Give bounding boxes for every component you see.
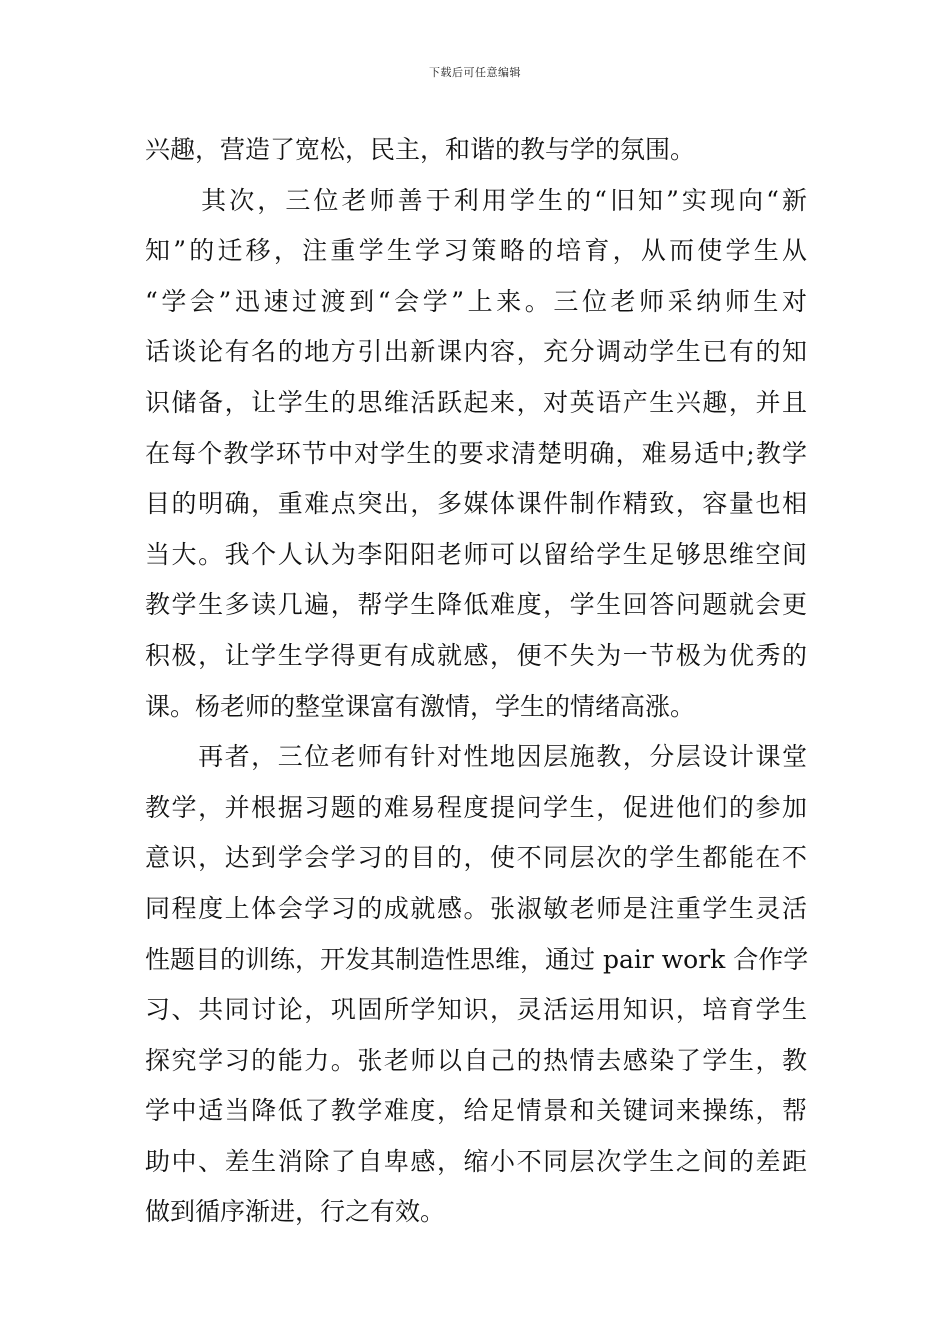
text-line: 学中适当降低了教学难度，给足情景和关键词来操练，帮 — [145, 1096, 807, 1126]
text-line: “学会”迅速过渡到“会学”上来。三位老师采纳师生对 — [145, 286, 807, 316]
text-line: 话谈论有名的地方引出新课内容，充分调动学生已有的知 — [145, 337, 807, 367]
text-line: 做到循序渐进，行之有效。 — [145, 1197, 446, 1227]
text-line: 课。杨老师的整堂课富有激情，学生的情绪高涨。 — [145, 691, 696, 721]
text-line: 当大。我个人认为李阳阳老师可以留给学生足够思维空间 — [145, 539, 807, 569]
text-line: 在每个教学环节中对学生的要求清楚明确，难易适中;教学 — [145, 438, 807, 468]
text-line: 教学，并根据习题的难易程度提问学生，促进他们的参加 — [145, 792, 807, 822]
body-text — [145, 125, 807, 1238]
text-line: 意识，达到学会学习的目的，使不同层次的学生都能在不 — [145, 843, 807, 873]
text-line: 知”的迁移，注重学生学习策略的培育，从而使学生从 — [145, 236, 807, 266]
text-line: 习、共同讨论，巩固所学知识，灵活运用知识，培育学生 — [145, 995, 807, 1025]
text-line: 教学生多读几遍，帮学生降低难度，学生回答问题就会更 — [145, 590, 807, 620]
text-line: 探究学习的能力。张老师以自己的热情去感染了学生，教 — [145, 1045, 807, 1075]
text-line: 再者，三位老师有针对性地因层施教，分层设计课堂 — [145, 742, 807, 772]
text-line: 其次，三位老师善于利用学生的“旧知”实现向“新 — [145, 185, 807, 215]
text-line: 识储备，让学生的思维活跃起来，对英语产生兴趣，并且 — [145, 387, 807, 417]
text-line: 性题目的训练，开发其制造性思维，通过 pair work 合作学 — [145, 944, 809, 974]
page-header: 下载后可任意编辑 — [429, 66, 521, 79]
text-line: 助中、差生消除了自卑感，缩小不同层次学生之间的差距 — [145, 1146, 807, 1176]
text-line: 目的明确，重难点突出，多媒体课件制作精致，容量也相 — [145, 489, 807, 519]
text-line: 积极，让学生学得更有成就感，便不失为一节极为优秀的 — [145, 640, 807, 670]
text-line: 同程度上体会学习的成就感。张淑敏老师是注重学生灵活 — [145, 893, 807, 923]
text-line: 兴趣，营造了宽松，民主，和谐的教与学的氛围。 — [145, 135, 696, 164]
